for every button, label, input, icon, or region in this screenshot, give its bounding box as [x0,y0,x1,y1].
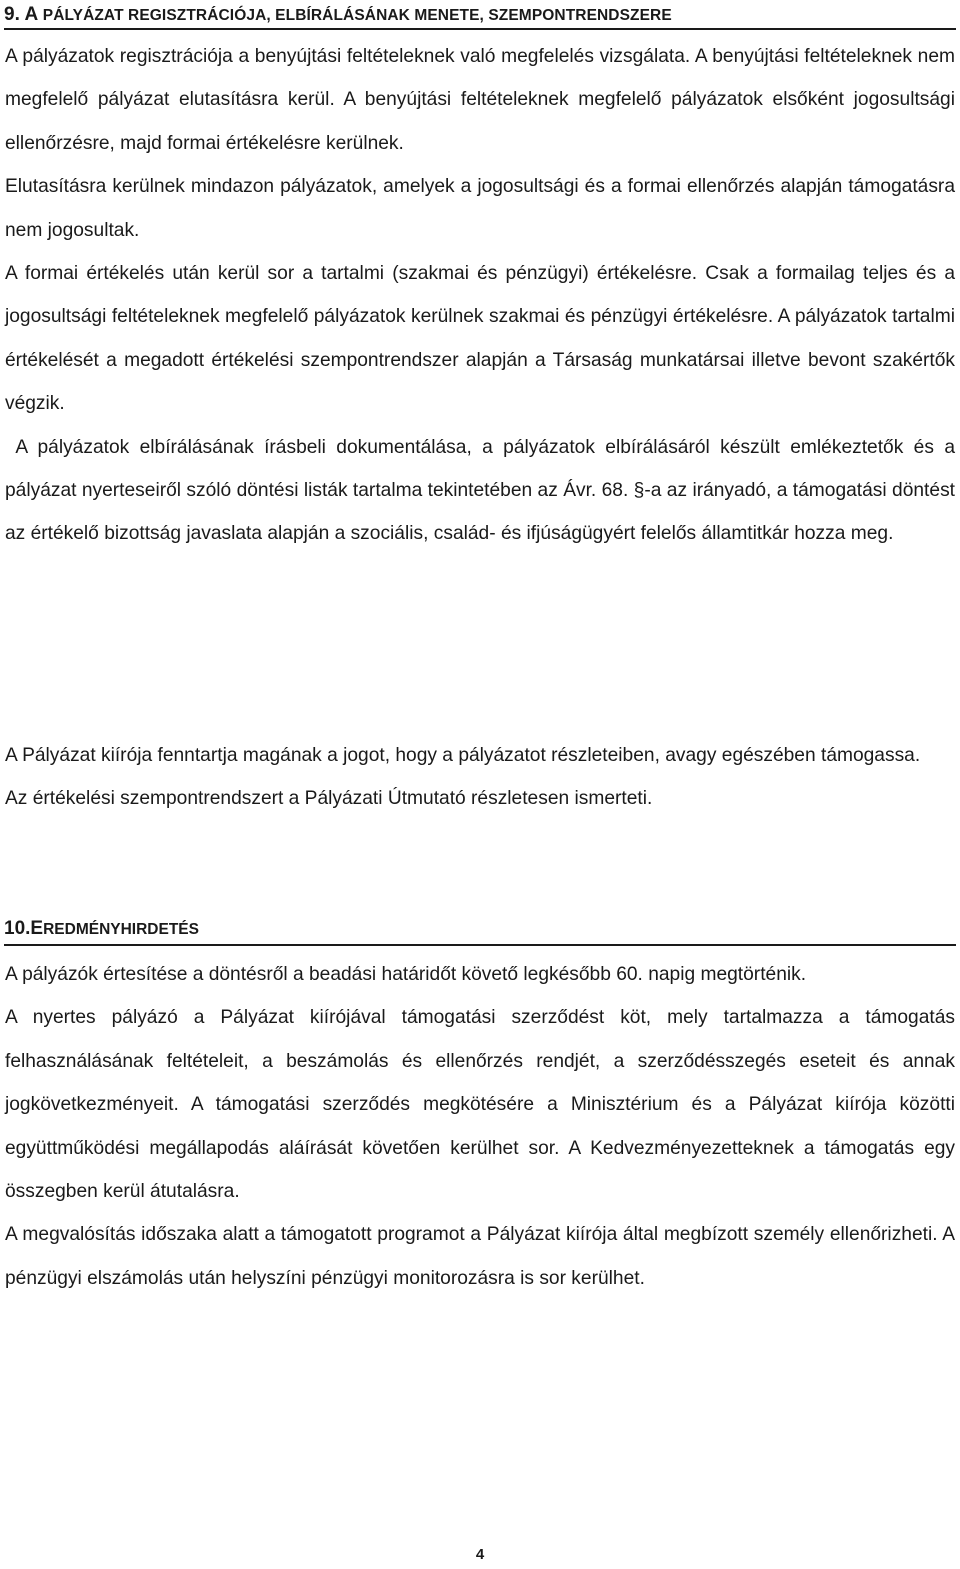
section-9-title-rest: PÁLYÁZAT REGISZTRÁCIÓJA, ELBÍRÁLÁSÁNAK MENETE, SZEMPONTRENDSZERE [42,7,672,24]
section-10-body [5,953,955,1300]
section-10-number: 10. [4,918,31,939]
section-10-title-first: E [30,918,44,939]
paragraph-evaluation: A formai értékelés után kerül sor a tartalmi (szakmai és pénzügyi) értékelésre. Csak a formailag teljes és a jogosultsági feltételeknek megfelelő pályázatok kerülnek szakmai és pénzügyi értékelésre. A pályázatok tartalmi értékelését a megadott értékelési szempontrendszer alapján a Társaság munkatársai illetve bevont szakértők végzik. [5,263,955,415]
paragraph-registration: A pályázatok regisztrációja a benyújtási feltételeknek való megfelelés vizsgálata. A benyújtási feltételeknek nem megfelelő pályázat elutasításra kerül. A benyújtási feltételeknek megfelelő pályázatok elsőként jogosultsági ellenőrzésre, majd formai értékelésre kerülnek. [5,46,955,154]
section-10-title-rest: REDMÉNYHIRDETÉS [43,921,199,938]
section-9-heading [4,4,956,30]
paragraph-contract: A nyertes pályázó a Pályázat kiírójával támogatási szerződést köt, mely tartalmazza a támogatás felhasználásának feltételeit, a beszámolás és ellenőrzés rendjét, a szerződésszegés eseteit és annak jogkövetkezményeit. A támogatási szerződés megkötésére a Minisztérium és a Pályázat kiírója közötti együttműködési megállapodás aláírását követően kerülhet sor. A Kedvezményezetteknek a támogatás egy összegben kerül átutalásra. [5,1007,955,1203]
paragraph-documentation: A pályázatok elbírálásának írásbeli dokumentálása, a pályázatok elbírálásáról készült emlékeztetők és a pályázat nyerteseiről szóló döntési listák tartalma tekintetében az Ávr. 68. §-a az irányadó, a támogatási döntést az értékelő bizottság javaslata alapján a szociális, család- és ifjúságügyért felelős államtitkár hozza meg. [5,436,960,545]
paragraph-rejection: Elutasításra kerülnek mindazon pályázatok, amelyek a jogosultsági és a formai ellenőrzés alapján támogatásra nem jogosultak. [5,176,955,241]
section-9-number: 9. [4,4,20,25]
section-9-title-first: A [24,4,38,25]
paragraph-criteria-reference: Az értékelési szempontrendszert a Pályázati Útmutató részletesen ismerteti. [5,788,653,810]
section-9-body-b [5,734,955,821]
paragraph-monitoring: A megvalósítás időszaka alatt a támogatott programot a Pályázat kiírója által megbízott személy ellenőrizheti. A pénzügyi elszámolás után helyszíni pénzügyi monitorozásra is sor kerülhet. [5,1224,955,1289]
section-9-body [5,35,960,556]
page-number: 4 [475,1546,485,1563]
paragraph-reserve-right: A Pályázat kiírója fenntartja magának a jogot, hogy a pályázatot részleteiben, avagy egészében támogassa. [5,745,921,766]
section-10-heading [4,916,956,946]
paragraph-notification: A pályázók értesítése a döntésről a beadási határidőt követő legkésőbb 60. napig megtörténik. [5,964,807,985]
